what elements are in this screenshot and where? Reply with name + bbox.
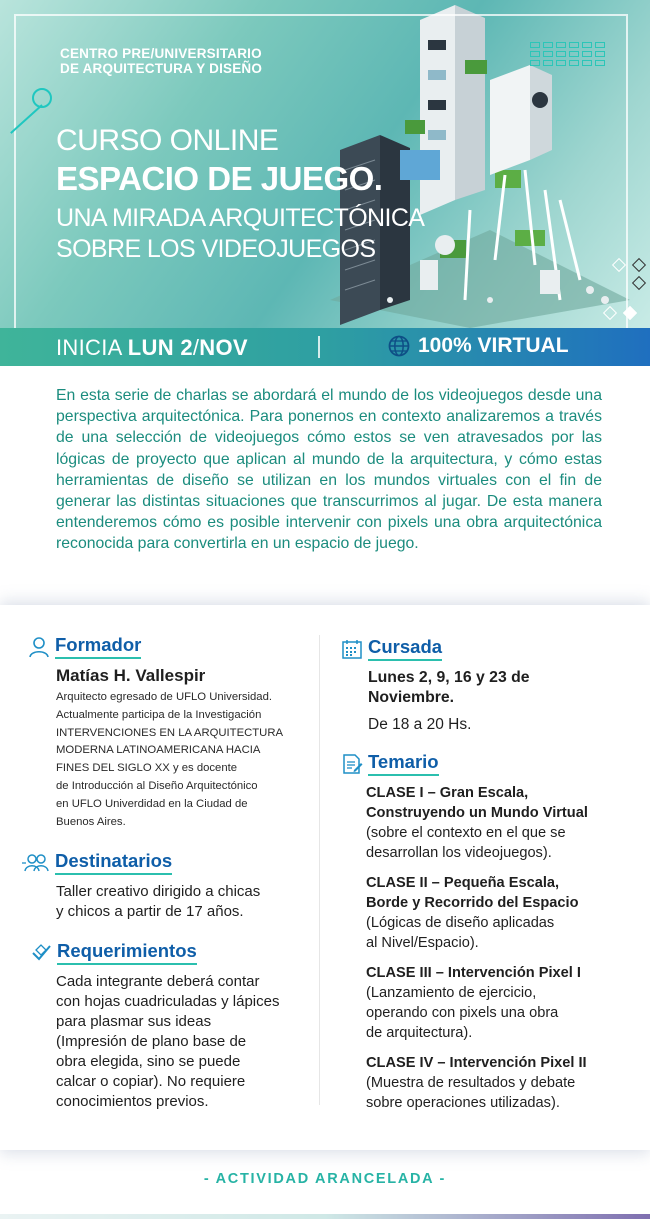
requirement-line: con hojas cuadriculadas y lápices bbox=[56, 993, 280, 1010]
globe-icon bbox=[388, 335, 410, 357]
group-icon bbox=[22, 852, 50, 874]
diamond-decoration bbox=[602, 255, 650, 325]
bio-line: Arquitecto egresado de UFLO Universidad. bbox=[56, 691, 273, 703]
requerimientos-heading bbox=[30, 940, 197, 965]
class-item bbox=[366, 963, 581, 1043]
class-title: CLASE IV – Intervención Pixel II bbox=[366, 1055, 587, 1071]
requirement-line: para plasmar sus ideas bbox=[56, 1013, 212, 1030]
requerimientos-label: Requerimientos bbox=[57, 940, 197, 965]
requirement-line: calcar o copiar). No requiere bbox=[56, 1073, 246, 1090]
course-subtitle bbox=[56, 203, 424, 265]
bio-line: Actualmente participa de la Investigación bbox=[56, 708, 262, 721]
start-prefix: INICIA bbox=[56, 335, 128, 360]
formador-label: Formador bbox=[55, 634, 141, 659]
instructor-name: Matías H. Vallespir bbox=[56, 666, 206, 685]
cursada-heading bbox=[341, 636, 442, 661]
audience-text bbox=[56, 882, 260, 922]
course-dates bbox=[368, 668, 530, 708]
column-divider bbox=[319, 635, 320, 1105]
bio-line: Buenos Aires. bbox=[56, 815, 126, 828]
bio-line: FINES DEL SIGLO XX y es docente bbox=[56, 762, 238, 775]
course-time: De 18 a 20 Hs. bbox=[368, 716, 472, 733]
course-subtitle-line-2: SOBRE LOS VIDEOJUEGOS bbox=[56, 235, 376, 263]
destinatarios-label: Destinatarios bbox=[55, 850, 172, 875]
requirement-line: Cada integrante deberá contar bbox=[56, 973, 260, 990]
audience-line: Taller creativo dirigido a chicas bbox=[56, 883, 261, 900]
checkmark-icon bbox=[30, 942, 52, 964]
organization-line-2: DE ARQUITECTURA Y DISEÑO bbox=[60, 61, 263, 76]
class-description: (Lanzamiento de ejercicio, bbox=[366, 985, 537, 1001]
temario-label: Temario bbox=[368, 751, 439, 776]
organization-name bbox=[60, 46, 262, 76]
temario-heading bbox=[341, 751, 439, 776]
class-title: CLASE I – Gran Escala, bbox=[366, 785, 529, 801]
audience-line: y chicos a partir de 17 años. bbox=[56, 903, 244, 920]
document-edit-icon bbox=[341, 753, 363, 775]
requirement-line: (Impresión de plano base de bbox=[56, 1033, 247, 1050]
class-description: operando con pixels una obra bbox=[366, 1005, 559, 1021]
class-title: Construyendo un Mundo Virtual bbox=[366, 805, 588, 821]
class-item bbox=[366, 873, 578, 953]
requirement-line: conocimientos previos. bbox=[56, 1093, 209, 1110]
class-description: (sobre el contexto en el que se bbox=[366, 825, 566, 841]
person-icon bbox=[28, 636, 50, 658]
class-title: CLASE II – Pequeña Escala, bbox=[366, 875, 560, 891]
requirements-text bbox=[56, 972, 279, 1112]
paid-activity-notice: - ACTIVIDAD ARANCELADA - bbox=[203, 1171, 447, 1187]
class-description: desarrollan los videojuegos). bbox=[366, 845, 552, 861]
instructor-bio bbox=[56, 689, 283, 831]
cursada-label: Cursada bbox=[368, 636, 442, 661]
dates-line-1: Lunes 2, 9, 16 y 23 de bbox=[368, 669, 530, 686]
start-slash: / bbox=[192, 335, 200, 360]
bio-line: INTERVENCIONES EN LA ARQUITECTURA bbox=[56, 726, 284, 739]
bar-divider bbox=[318, 336, 320, 358]
requirement-line: obra elegida, sino se puede bbox=[56, 1053, 241, 1070]
virtual-label: 100% VIRTUAL bbox=[418, 334, 569, 357]
start-day: LUN 2 bbox=[127, 335, 193, 360]
calendar-icon bbox=[341, 638, 363, 660]
pixel-grid-decoration bbox=[530, 42, 605, 66]
footer-line bbox=[0, 1214, 650, 1219]
course-type: CURSO ONLINE bbox=[56, 124, 279, 157]
class-title: CLASE III – Intervención Pixel I bbox=[366, 965, 581, 981]
dates-line-2: Noviembre. bbox=[368, 689, 455, 706]
start-month: NOV bbox=[199, 335, 248, 360]
virtual-badge bbox=[388, 334, 569, 358]
class-description: (Lógicas de diseño aplicadas bbox=[366, 915, 555, 931]
formador-heading bbox=[28, 634, 141, 659]
hero-banner bbox=[0, 0, 650, 328]
class-description: sobre operaciones utilizadas). bbox=[366, 1095, 560, 1111]
class-description: de arquitectura). bbox=[366, 1025, 473, 1041]
course-title: ESPACIO DE JUEGO. bbox=[56, 160, 383, 197]
class-item bbox=[366, 783, 588, 863]
class-description: al Nivel/Espacio). bbox=[366, 935, 479, 951]
class-description: (Muestra de resultados y debate bbox=[366, 1075, 576, 1091]
course-subtitle-line-1: UNA MIRADA ARQUITECTÓNICA bbox=[56, 204, 425, 232]
bio-line: de Introducción al Diseño Arquitectónico bbox=[56, 779, 258, 792]
bio-line: en UFLO Univerdidad en la Ciudad de bbox=[56, 797, 248, 810]
class-title: Borde y Recorrido del Espacio bbox=[366, 895, 579, 911]
bio-line: MODERNA LATINOAMERICANA HACIA bbox=[56, 744, 261, 757]
course-description: En esta serie de charlas se abordará el mundo de los videojuegos desde una perspectiva arquitectónica. Para ponernos en contexto analizaremos a través de una selección de videojuegos cómo estos se ven atravesados por las lógicas de proyecto que aplican al mundo de la arquitectura, y cómo estas herramientas de diseño se utilizan en los mundos virtuales con el fin de generar las distintas situaciones que transcurrimos al jugar. De esta manera entenderemos cómo es posible intervenir con pixels una obra arquitectónica reconocida para convertirla en un espacio de juego. bbox=[56, 387, 602, 553]
destinatarios-heading bbox=[22, 850, 172, 875]
organization-line-1: CENTRO PRE/UNIVERSITARIO bbox=[60, 46, 262, 61]
start-date bbox=[56, 335, 248, 361]
class-item bbox=[366, 1053, 587, 1113]
info-bar bbox=[0, 328, 650, 366]
